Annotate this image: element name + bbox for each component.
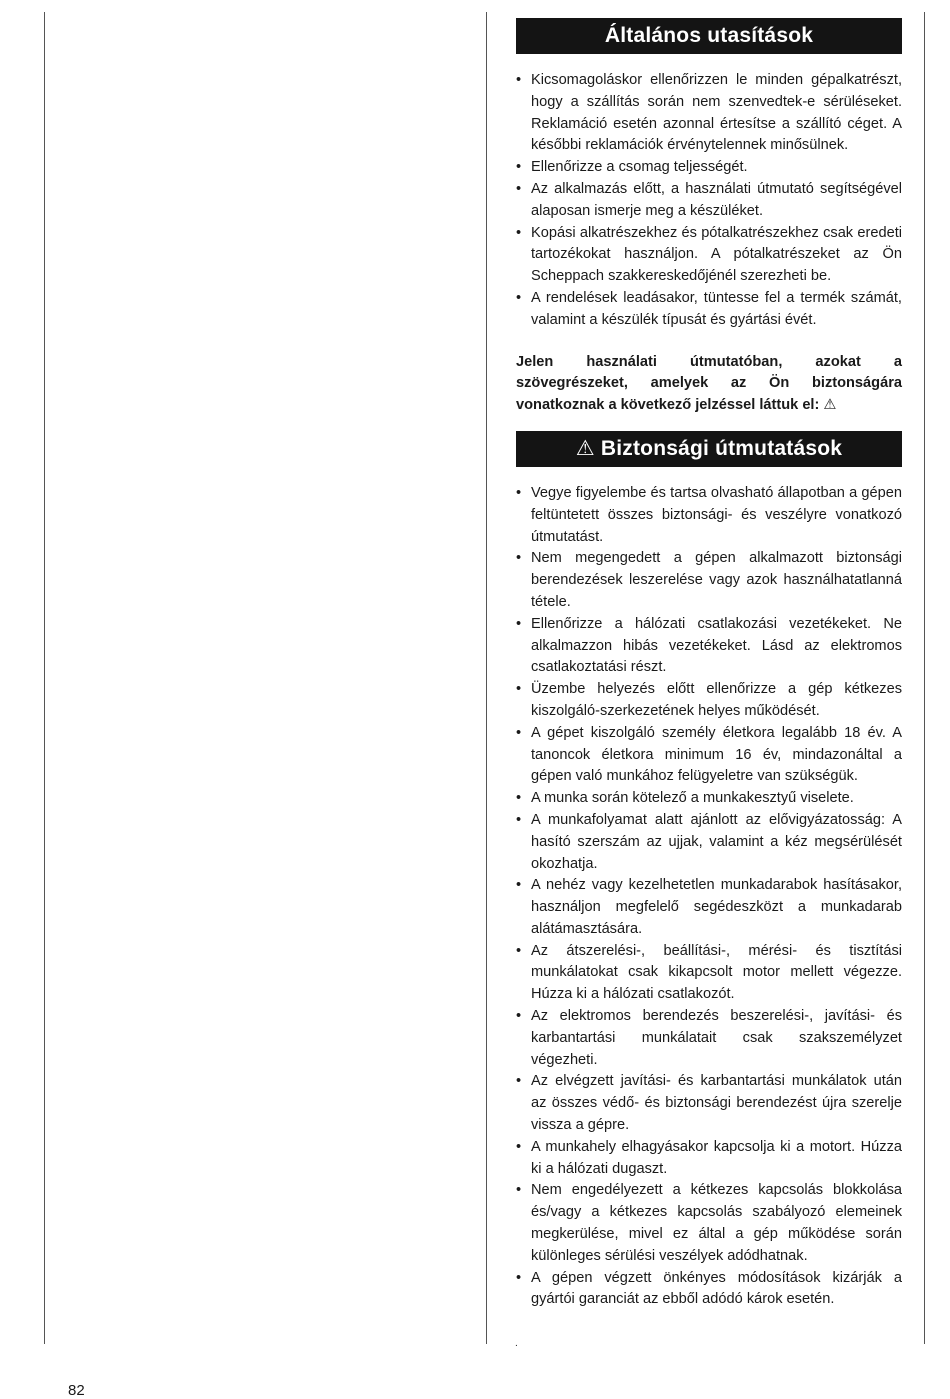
list-item-text: Ellenőrizze a hálózati csatlakozási vezetékeket. Ne alkalmazzon hibás vezetékeket. Lásd az elektromos csatlakoztatási részt.	[531, 615, 902, 676]
list-item	[516, 223, 902, 288]
bullet-icon: •	[516, 1269, 522, 1286]
bullet-icon: •	[516, 1008, 522, 1025]
bullet-icon: •	[516, 1073, 522, 1090]
bullet-icon: •	[516, 724, 522, 741]
bullet-icon: •	[516, 1138, 522, 1155]
list-item	[516, 548, 902, 613]
list-item-text: A gépet kiszolgáló személy életkora legalább 18 év. A tanoncok életkora minimum 16 év, mindazonáltal a gépen való munkához felügyeletre van szükségük.	[531, 724, 902, 785]
list-item-text: A munkafolyamat alatt ajánlott az elővigyázatosság: A hasító szerszám az ujjak, valamint a kéz megsérülését okozhatja.	[531, 811, 902, 872]
bullet-icon: •	[516, 289, 522, 306]
center-column-rule	[486, 12, 487, 1344]
list-item-text: Üzembe helyezés előtt ellenőrizze a gép kétkezes kiszolgáló-szerkezetének helyes működését.	[531, 681, 902, 719]
list-item	[516, 875, 902, 940]
list-item	[516, 179, 902, 223]
list-item	[516, 483, 902, 548]
general-instructions-list	[516, 70, 902, 332]
right-margin-rule	[924, 12, 925, 1344]
bullet-icon: •	[516, 615, 522, 632]
bullet-icon: •	[516, 180, 522, 197]
list-item-text: A munka során kötelező a munkakesztyű viselete.	[531, 790, 854, 807]
bullet-icon: •	[516, 877, 522, 894]
list-item-text: Kopási alkatrészekhez és pótalkatrészekhez csak eredeti tartozékokat használjon. A pótalkatrészeket az Ön Scheppach szakkereskedőjénél szerezheti be.	[531, 224, 902, 285]
list-item-text: A munkahely elhagyásakor kapcsolja ki a motort. Húzza ki a hálózati dugaszt.	[531, 1138, 902, 1177]
general-heading-banner	[516, 18, 902, 54]
list-item-text: A gépen végzett önkényes módosítások kizárják a gyártói garanciát az ebből adódó károk esetén.	[531, 1269, 902, 1308]
list-item	[516, 810, 902, 875]
list-item-text: Nem megengedett a gépen alkalmazott biztonsági berendezések leszerelése vagy azok használhatatlanná tétele.	[531, 550, 902, 610]
bullet-icon: •	[516, 159, 522, 176]
bullet-icon: •	[516, 942, 522, 959]
bullet-icon: •	[516, 1182, 522, 1199]
list-item	[516, 1071, 902, 1136]
safety-symbol-note: Jelen használati útmutatóban, azokat a szövegrészeket, amelyek az Ön biztonságára vonatkoznak a következő jelzéssel láttuk el: ⚠	[516, 353, 902, 414]
list-item-text: Nem engedélyezett a kétkezes kapcsolás blokkolása és/vagy a kétkezes kapcsolás szabályozó elemeinek megkerülése, mivel ez által a gép működése során különleges sérülési veszélyek adódhatnak.	[531, 1182, 902, 1264]
page-number: 82	[68, 1382, 85, 1399]
general-heading: Általános utasítások	[604, 24, 814, 47]
trailing-mark: .	[515, 1338, 518, 1349]
bullet-icon: •	[516, 484, 522, 501]
list-item-text: Kicsomagoláskor ellenőrizzen le minden gépalkatrészt, hogy a szállítás során nem szenvedtek-e sérüléseket. Reklamáció esetén azonnal értesítse a szállító céget. A későbbi reklamációk érvénytelennek minősülnek.	[531, 72, 902, 154]
list-item-text: A rendelések leadásakor, tüntesse fel a termék számát, valamint a készülék típusát és gyártási évét.	[531, 289, 902, 328]
list-item-text: Ellenőrizze a csomag teljességét.	[531, 159, 748, 176]
bullet-icon: •	[516, 681, 522, 698]
list-item	[516, 614, 902, 679]
bullet-icon: •	[516, 790, 522, 807]
list-item	[516, 157, 902, 179]
list-item	[516, 1180, 902, 1267]
list-item-text: Vegye figyelembe és tartsa olvasható állapotban a gépen feltüntetett összes biztonsági- és veszélyre vonatkozó útmutatást.	[531, 484, 902, 545]
list-item	[516, 1137, 902, 1181]
list-item-text: Az alkalmazás előtt, a használati útmutató segítségével alaposan ismerje meg a készüléket.	[531, 180, 902, 219]
bullet-icon: •	[516, 72, 522, 88]
list-item	[516, 70, 902, 157]
list-item-text: Az elvégzett javítási- és karbantartási munkálatok után az összes védő- és biztonsági berendezést újra szerelje vissza a gépre.	[531, 1073, 902, 1134]
safety-heading-banner	[516, 431, 902, 467]
list-item-text: Az átszerelési-, beállítási-, mérési- és tisztítási munkálatokat csak kikapcsolt motor mellett végezze. Húzza ki a hálózati csatlakozót.	[531, 942, 902, 1003]
bullet-icon: •	[516, 550, 522, 567]
list-item-text: A nehéz vagy kezelhetetlen munkadarabok hasításakor, használjon megfelelő segédeszközt a munkadarab alátámasztására.	[531, 877, 902, 937]
list-item	[516, 788, 902, 810]
list-item-text: Az elektromos berendezés beszerelési-, javítási- és karbantartási munkálatait csak szakszemélyzet végezheti.	[531, 1008, 902, 1068]
bullet-icon: •	[516, 224, 522, 241]
list-item	[516, 1268, 902, 1312]
safety-heading: Biztonsági útmutatások	[600, 436, 843, 460]
list-item	[516, 679, 902, 723]
left-margin-rule	[44, 12, 45, 1344]
safety-instructions-list	[516, 483, 902, 1311]
warning-triangle-icon: ⚠	[575, 436, 595, 460]
list-item	[516, 941, 902, 1006]
right-column	[516, 18, 902, 1311]
list-item	[516, 288, 902, 332]
bullet-icon: •	[516, 811, 522, 828]
list-item	[516, 723, 902, 788]
list-item	[516, 1006, 902, 1071]
